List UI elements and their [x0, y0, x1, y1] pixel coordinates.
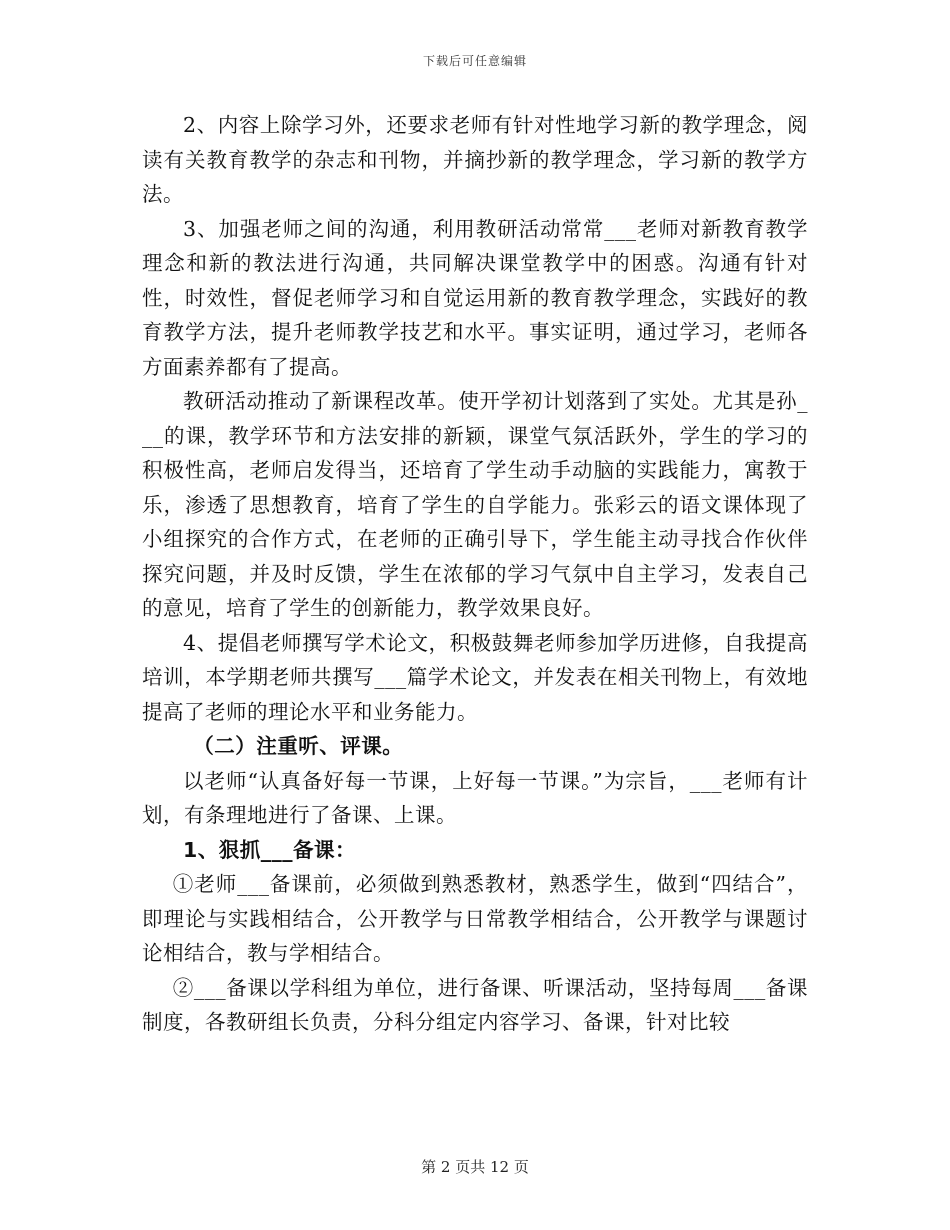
- paragraph-item-2: 2、内容上除学习外，还要求老师有针对性地学习新的教学理念，阅读有关教育教学的杂志和刊物，并摘抄新的教学理念，学习新的教学方法。: [142, 113, 808, 206]
- paragraph-circled-1: ①老师___备课前，必须做到熟悉教材，熟悉学生，做到“四结合”，即理论与实践相结合，公开教学与日常教学相结合，公开教学与课题讨论相结合，教与学相结合。: [142, 872, 808, 965]
- document-body: [142, 108, 808, 1040]
- paragraph-item-4: 4、提倡老师撰写学术论文，积极鼓舞老师参加学历进修，自我提高培训，本学期老师共撰写___篇学术论文，并发表在相关刊物上，有效地提高了老师的理论水平和业务能力。: [142, 630, 808, 724]
- page-footer: 第 2 页共 12 页: [421, 1158, 529, 1176]
- page-header: 下载后可任意编辑: [422, 54, 527, 68]
- paragraph-teaching-research: 教研活动推动了新课程改革。使开学初计划落到了实处。尤其是孙___的课，教学环节和方法安排的新颖，课堂气氛活跃外，学生的学习的积极性高，老师启发得当，还培育了学生动手动脑的实践能力，寓教于乐，渗透了思想教育，培育了学生的自学能力。张彩云的语文课体现了小组探究的合作方式，在老师的正确引导下，学生能主动寻找合作伙伴探究问题，并及时反馈，学生在浓郁的学习气氛中自主学习，发表自己的意见，培育了学生的创新能力，教学效果良好。: [142, 389, 808, 620]
- paragraph-purpose: 以老师“认真备好每一节课，上好每一节课。”为宗旨，___老师有计划，有条理地进行了备课、上课。: [142, 768, 808, 827]
- paragraph-circled-2: ②___备课以学科组为单位，进行备课、听课活动，坚持每周___备课制度，各教研组长负责，分科分组定内容学习、备课，针对比较: [142, 975, 808, 1034]
- section-heading-listening-evaluation: （二）注重听、评课。: [193, 734, 404, 758]
- subheading-lesson-prep: 1、狠抓___备课：: [183, 837, 357, 862]
- paragraph-item-3: 3、加强老师之间的沟通，利用教研活动常常___老师对新教育教学理念和新的教法进行沟通，共同解决课堂教学中的困惑。沟通有针对性，时效性，督促老师学习和自觉运用新的教育教学理念，实践好的教育教学方法，提升老师教学技艺和水平。事实证明，通过学习，老师各方面素养都有了提高。: [142, 216, 808, 379]
